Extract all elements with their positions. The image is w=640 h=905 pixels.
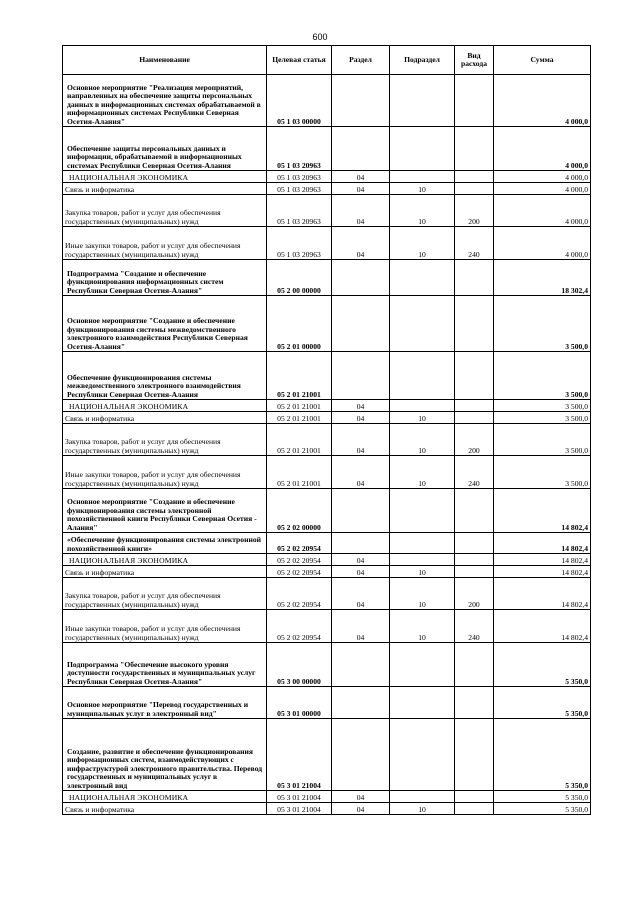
table-header-row xyxy=(63,46,591,75)
header-razdel: Раздел xyxy=(332,46,390,75)
cell-target: 05 1 03 00000 xyxy=(267,75,332,127)
cell-sum: 14 802,4 xyxy=(494,554,591,566)
cell-vid xyxy=(455,171,494,183)
cell-name: НАЦИОНАЛЬНАЯ ЭКОНОМИКА xyxy=(63,400,267,412)
cell-name: Связь и информатика xyxy=(63,412,267,424)
cell-razdel xyxy=(332,296,390,352)
header-podrazdel: Подраздел xyxy=(390,46,455,75)
cell-razdel: 04 xyxy=(332,610,390,643)
cell-sum: 14 802,4 xyxy=(494,578,591,610)
cell-name: Закупка товаров, работ и услуг для обеспечения государственных (муниципальных) нужд xyxy=(63,424,267,456)
table-row xyxy=(63,296,591,352)
cell-vid: 240 xyxy=(455,456,494,489)
cell-name: Обеспечение защиты персональных данных и информации, обрабатываемой в информационных системах Республики Северная Осетия-Алания xyxy=(63,127,267,171)
table-row xyxy=(63,578,591,610)
cell-vid xyxy=(455,127,494,171)
cell-razdel: 04 xyxy=(332,803,390,815)
cell-target: 05 2 02 20954 xyxy=(267,533,332,554)
table-row xyxy=(63,260,591,296)
cell-sum: 4 000,0 xyxy=(494,75,591,127)
cell-sum: 4 000,0 xyxy=(494,183,591,195)
cell-sum: 5 350,0 xyxy=(494,791,591,803)
cell-razdel xyxy=(332,75,390,127)
cell-name: Связь и информатика xyxy=(63,803,267,815)
header-sum: Сумма xyxy=(494,46,591,75)
cell-target: 05 1 03 20963 xyxy=(267,183,332,195)
cell-sum: 3 500,0 xyxy=(494,400,591,412)
table-row xyxy=(63,643,591,687)
cell-name: Обеспечение функционирования системы межведомственного электронного взаимодействия Республики Северная Осетия-Алания xyxy=(63,352,267,400)
cell-vid xyxy=(455,554,494,566)
table-row xyxy=(63,719,591,791)
cell-target: 05 3 01 21004 xyxy=(267,791,332,803)
cell-podrazdel: 10 xyxy=(390,412,455,424)
cell-sum: 3 500,0 xyxy=(494,412,591,424)
cell-sum: 4 000,0 xyxy=(494,127,591,171)
table-row xyxy=(63,687,591,719)
cell-razdel: 04 xyxy=(332,791,390,803)
cell-podrazdel xyxy=(390,296,455,352)
cell-razdel xyxy=(332,719,390,791)
table-row xyxy=(63,566,591,578)
cell-sum: 3 500,0 xyxy=(494,352,591,400)
cell-target: 05 1 03 20963 xyxy=(267,171,332,183)
cell-razdel: 04 xyxy=(332,227,390,260)
cell-podrazdel xyxy=(390,260,455,296)
cell-podrazdel xyxy=(390,643,455,687)
cell-name: Основное мероприятие "Создание и обеспечение функционирования системы электронной похозяйственной книги Республики Северная Осетия - Алания" xyxy=(63,489,267,533)
cell-podrazdel: 10 xyxy=(390,578,455,610)
cell-razdel: 04 xyxy=(332,424,390,456)
cell-vid xyxy=(455,643,494,687)
header-target: Целевая статья xyxy=(267,46,332,75)
cell-target: 05 2 01 21001 xyxy=(267,424,332,456)
cell-name: Иные закупки товаров, работ и услуг для обеспечения государственных (муниципальных) нужд xyxy=(63,610,267,643)
cell-podrazdel xyxy=(390,554,455,566)
cell-podrazdel xyxy=(390,127,455,171)
table-row xyxy=(63,456,591,489)
cell-sum: 3 500,0 xyxy=(494,424,591,456)
cell-sum: 14 802,4 xyxy=(494,566,591,578)
cell-target: 05 3 01 21004 xyxy=(267,719,332,791)
table-row xyxy=(63,227,591,260)
cell-razdel xyxy=(332,127,390,171)
table-row xyxy=(63,171,591,183)
table-row xyxy=(63,127,591,171)
cell-podrazdel xyxy=(390,352,455,400)
cell-podrazdel: 10 xyxy=(390,803,455,815)
cell-name: Закупка товаров, работ и услуг для обеспечения государственных (муниципальных) нужд xyxy=(63,578,267,610)
cell-vid xyxy=(455,183,494,195)
cell-vid xyxy=(455,352,494,400)
cell-razdel: 04 xyxy=(332,554,390,566)
cell-target: 05 3 01 00000 xyxy=(267,687,332,719)
cell-podrazdel xyxy=(390,75,455,127)
cell-vid: 200 xyxy=(455,424,494,456)
cell-vid: 200 xyxy=(455,578,494,610)
table-row xyxy=(63,424,591,456)
cell-razdel: 04 xyxy=(332,456,390,489)
cell-podrazdel: 10 xyxy=(390,183,455,195)
cell-sum: 18 302,4 xyxy=(494,260,591,296)
cell-sum: 5 350,0 xyxy=(494,643,591,687)
cell-podrazdel: 10 xyxy=(390,227,455,260)
cell-razdel: 04 xyxy=(332,412,390,424)
cell-podrazdel: 10 xyxy=(390,456,455,489)
page-number: 600 xyxy=(312,32,328,42)
cell-sum: 4 000,0 xyxy=(494,171,591,183)
cell-razdel: 04 xyxy=(332,400,390,412)
cell-sum: 4 000,0 xyxy=(494,195,591,227)
cell-name: Подпрограмма "Создание и обеспечение функционирования информационных систем Республики Северная Осетия-Алания" xyxy=(63,260,267,296)
cell-name: НАЦИОНАЛЬНАЯ ЭКОНОМИКА xyxy=(63,791,267,803)
cell-razdel xyxy=(332,352,390,400)
budget-table xyxy=(62,45,591,815)
cell-vid xyxy=(455,489,494,533)
cell-vid xyxy=(455,533,494,554)
cell-vid xyxy=(455,719,494,791)
cell-target: 05 2 01 00000 xyxy=(267,296,332,352)
cell-name: Иные закупки товаров, работ и услуг для обеспечения государственных (муниципальных) нужд xyxy=(63,456,267,489)
cell-name: Основное мероприятие "Реализация мероприятий, направленных на обеспечение защиты персональных данных в информационных системах обрабатываемой в информационных системах Республики Северная Осетия-Алания" xyxy=(63,75,267,127)
cell-target: 05 2 02 20954 xyxy=(267,610,332,643)
cell-name: Иные закупки товаров, работ и услуг для обеспечения государственных (муниципальных) нужд xyxy=(63,227,267,260)
table-row xyxy=(63,489,591,533)
cell-podrazdel: 10 xyxy=(390,610,455,643)
cell-target: 05 2 01 21001 xyxy=(267,456,332,489)
cell-target: 05 2 02 20954 xyxy=(267,554,332,566)
header-name: Наименование xyxy=(63,46,267,75)
cell-target: 05 3 00 00000 xyxy=(267,643,332,687)
cell-vid xyxy=(455,296,494,352)
table-row xyxy=(63,791,591,803)
table-row xyxy=(63,533,591,554)
cell-name: Подпрограмма "Обеспечение высокого уровня доступности государственных и муниципальных услуг Республики Северная Осетия-Алания" xyxy=(63,643,267,687)
cell-sum: 14 802,4 xyxy=(494,489,591,533)
cell-vid xyxy=(455,687,494,719)
cell-podrazdel xyxy=(390,687,455,719)
cell-name: Закупка товаров, работ и услуг для обеспечения государственных (муниципальных) нужд xyxy=(63,195,267,227)
cell-razdel xyxy=(332,489,390,533)
cell-podrazdel xyxy=(390,489,455,533)
cell-vid: 200 xyxy=(455,195,494,227)
cell-razdel xyxy=(332,260,390,296)
cell-target: 05 1 03 20963 xyxy=(267,227,332,260)
cell-razdel xyxy=(332,533,390,554)
cell-target: 05 2 01 21001 xyxy=(267,400,332,412)
table-body xyxy=(63,75,591,815)
cell-podrazdel xyxy=(390,533,455,554)
cell-sum: 5 350,0 xyxy=(494,719,591,791)
cell-podrazdel: 10 xyxy=(390,195,455,227)
cell-target: 05 2 02 20954 xyxy=(267,566,332,578)
cell-podrazdel xyxy=(390,791,455,803)
table-row xyxy=(63,803,591,815)
table-row xyxy=(63,554,591,566)
table-row xyxy=(63,400,591,412)
cell-razdel: 04 xyxy=(332,183,390,195)
cell-target: 05 1 03 20963 xyxy=(267,127,332,171)
cell-name: Основное мероприятие "Создание и обеспечение функционирования системы межведомственного электронного взаимодействия Республики Северная Осетия-Алания" xyxy=(63,296,267,352)
cell-sum: 4 000,0 xyxy=(494,227,591,260)
cell-vid xyxy=(455,75,494,127)
cell-sum: 5 350,0 xyxy=(494,687,591,719)
cell-podrazdel: 10 xyxy=(390,566,455,578)
cell-podrazdel xyxy=(390,719,455,791)
table-row xyxy=(63,412,591,424)
cell-razdel: 04 xyxy=(332,171,390,183)
cell-podrazdel xyxy=(390,171,455,183)
cell-target: 05 3 01 21004 xyxy=(267,803,332,815)
table-row xyxy=(63,183,591,195)
cell-razdel: 04 xyxy=(332,566,390,578)
cell-name: «Обеспечение функционирования системы электронной похозяйственной книги» xyxy=(63,533,267,554)
cell-sum: 3 500,0 xyxy=(494,456,591,489)
cell-name: Создание, развитие и обеспечение функционирования информационных систем, взаимодействующих с инфраструктурой электронного правительства. Перевод государственных и муниципальных услуг в электронный вид xyxy=(63,719,267,791)
cell-vid xyxy=(455,803,494,815)
cell-name: Основное мероприятие "Перевод государственных и муниципальных услуг в электронный вид" xyxy=(63,687,267,719)
cell-vid xyxy=(455,791,494,803)
cell-razdel: 04 xyxy=(332,578,390,610)
cell-podrazdel xyxy=(390,400,455,412)
table-row xyxy=(63,610,591,643)
table-row xyxy=(63,195,591,227)
table-row xyxy=(63,75,591,127)
cell-name: Связь и информатика xyxy=(63,566,267,578)
cell-name: НАЦИОНАЛЬНАЯ ЭКОНОМИКА xyxy=(63,554,267,566)
cell-target: 05 2 00 00000 xyxy=(267,260,332,296)
cell-target: 05 2 02 20954 xyxy=(267,578,332,610)
cell-vid xyxy=(455,566,494,578)
cell-vid xyxy=(455,412,494,424)
cell-target: 05 2 01 21001 xyxy=(267,352,332,400)
cell-vid xyxy=(455,400,494,412)
cell-podrazdel: 10 xyxy=(390,424,455,456)
cell-vid: 240 xyxy=(455,227,494,260)
header-vid: Вид расхода xyxy=(455,46,494,75)
cell-vid xyxy=(455,260,494,296)
cell-target: 05 1 03 20963 xyxy=(267,195,332,227)
cell-razdel: 04 xyxy=(332,195,390,227)
table-row xyxy=(63,352,591,400)
cell-target: 05 2 02 00000 xyxy=(267,489,332,533)
cell-target: 05 2 01 21001 xyxy=(267,412,332,424)
cell-vid: 240 xyxy=(455,610,494,643)
cell-name: НАЦИОНАЛЬНАЯ ЭКОНОМИКА xyxy=(63,171,267,183)
cell-sum: 5 350,0 xyxy=(494,803,591,815)
cell-name: Связь и информатика xyxy=(63,183,267,195)
cell-razdel xyxy=(332,643,390,687)
cell-sum: 14 802,4 xyxy=(494,610,591,643)
cell-sum: 14 802,4 xyxy=(494,533,591,554)
cell-sum: 3 500,0 xyxy=(494,296,591,352)
cell-razdel xyxy=(332,687,390,719)
